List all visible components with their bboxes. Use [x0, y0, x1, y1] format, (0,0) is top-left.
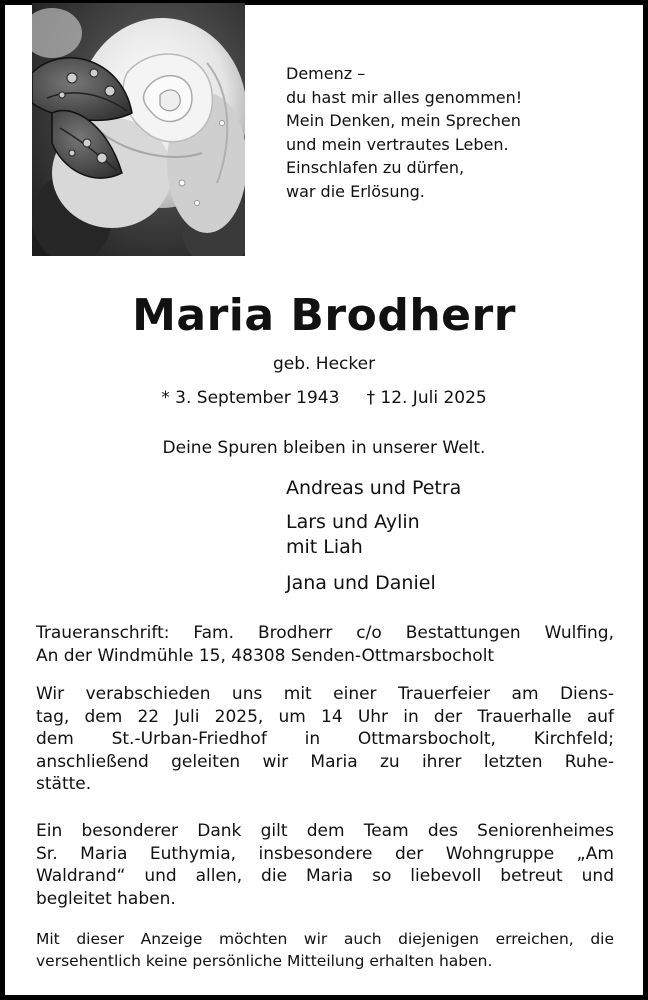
ceremony-line: stätte. — [36, 774, 92, 794]
address-line: An der Windmühle 15, 48308 Senden-Ottmarsbocholt — [36, 645, 495, 666]
ceremony-info — [36, 683, 614, 796]
address-line: Traueranschrift: Fam. Brodherr c/o Bestattungen Wulfing, — [36, 623, 614, 643]
ceremony-line: anschließend geleiten wir Maria zu ihrer letzten Ruhe- — [36, 751, 614, 772]
poem-line: war die Erlösung. — [286, 181, 425, 201]
thanks-line: begleitet haben. — [36, 888, 176, 909]
deceased-name: Maria Brodherr — [132, 290, 516, 341]
notice-line: Mit dieser Anzeige möchten wir auch diejenigen erreichen, die — [36, 930, 614, 948]
thanks-line: Ein besonderer Dank gilt dem Team des Seniorenheimes — [36, 821, 614, 841]
poem-line: Mein Denken, mein Sprechen — [286, 111, 521, 130]
mourning-address — [36, 622, 614, 667]
birth-date: * 3. September 1943 — [161, 388, 340, 408]
poem-line: Demenz – — [286, 64, 366, 83]
thanks-line: Waldrand“ und allen, die Maria so liebevoll betreut und — [36, 866, 614, 886]
death-date: † 12. Juli 2025 — [366, 388, 487, 408]
motto: Deine Spuren bleiben in unserer Welt. — [162, 438, 486, 458]
family-member: Jana und Daniel — [286, 572, 436, 594]
poem-line: und mein vertrautes Leben. — [286, 134, 509, 154]
notice-line: versehentlich keine persönliche Mitteilung erhalten haben. — [36, 952, 493, 970]
thanks-line: Sr. Maria Euthymia, insbesondere der Wohngruppe „Am — [36, 843, 614, 864]
family-member: mit Liah — [286, 536, 363, 558]
maiden-name: geb. Hecker — [272, 354, 376, 374]
family-member: Lars und Aylin — [286, 511, 420, 533]
family-member: Andreas und Petra — [286, 477, 462, 499]
life-dates — [0, 388, 648, 408]
poem-line: du hast mir alles genommen! — [286, 87, 523, 107]
poem-line: Einschlafen zu dürfen, — [286, 158, 465, 177]
rose-icon — [32, 3, 245, 256]
ceremony-line: tag, dem 22 Juli 2025, um 14 Uhr in der Trauerhalle auf — [36, 706, 614, 727]
notice — [36, 928, 614, 972]
ceremony-line: dem St.-Urban-Friedhof in Ottmarsbocholt, Kirchfeld; — [36, 729, 614, 749]
thanks-note — [36, 820, 614, 910]
poem — [286, 62, 522, 203]
rose-photo — [32, 3, 245, 256]
ceremony-line: Wir verabschieden uns mit einer Trauerfeier am Diens- — [36, 684, 614, 704]
